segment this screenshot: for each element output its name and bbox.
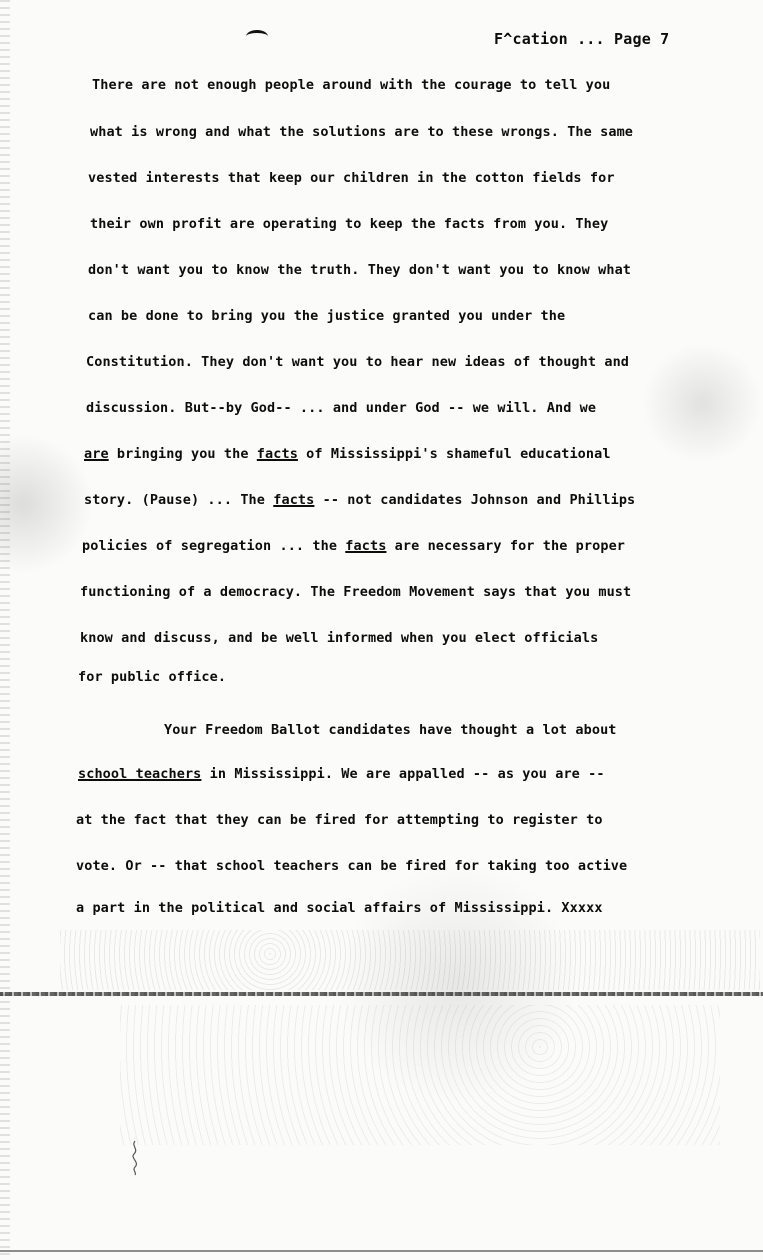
text-line xyxy=(88,262,631,278)
scan-noise-lower xyxy=(120,1005,720,1145)
text-line xyxy=(84,446,611,462)
text-segment: at the fact that they can be fired for attempting to register to xyxy=(76,812,603,828)
text-segment: their own profit are operating to keep the facts from you. They xyxy=(90,216,609,232)
scan-edge xyxy=(0,0,10,1260)
page-header: F^cation ... Page 7 xyxy=(494,30,670,48)
text-segment: bringing you the xyxy=(108,446,257,462)
fold-line xyxy=(0,992,763,996)
text-line xyxy=(76,858,627,874)
text-line xyxy=(78,669,226,685)
text-segment: for public office. xyxy=(78,669,227,685)
text-line xyxy=(90,124,633,140)
text-segment: of Mississippi's shameful educational xyxy=(297,446,611,462)
underlined-text: are xyxy=(84,446,109,462)
scan-noise xyxy=(60,930,760,990)
text-line xyxy=(80,630,598,646)
underlined-text: school teachers xyxy=(78,766,202,782)
text-line xyxy=(82,538,625,554)
text-segment: discussion. But--by God-- ... and under God -- we will. And we xyxy=(86,400,597,416)
text-segment: functioning of a democracy. The Freedom Movement says that you must xyxy=(80,584,632,600)
text-line xyxy=(84,492,635,508)
text-segment: Your Freedom Ballot candidates have thought a lot about xyxy=(164,722,617,738)
ink-smudge xyxy=(246,30,268,43)
text-segment: There are not enough people around with the courage to tell you xyxy=(92,77,611,93)
text-segment: can be done to bring you the justice granted you under the xyxy=(88,308,566,324)
text-segment: don't want you to know the truth. They don't want you to know what xyxy=(88,262,632,278)
text-line xyxy=(76,900,603,916)
text-segment: what is wrong and what the solutions are to these wrongs. The same xyxy=(90,124,634,140)
text-segment: vested interests that keep our children in the cotton fields for xyxy=(88,170,615,186)
text-line xyxy=(78,766,605,782)
text-segment: Constitution. They don't want you to hear new ideas of thought and xyxy=(86,354,630,370)
page-bottom-edge xyxy=(0,1250,763,1252)
text-segment: story. (Pause) ... The xyxy=(84,492,274,508)
text-line xyxy=(88,170,615,186)
text-segment: a part in the political and social affairs of Mississippi. Xxxxx xyxy=(76,900,603,916)
text-line xyxy=(164,722,617,738)
text-line xyxy=(92,77,610,93)
text-line xyxy=(80,584,631,600)
text-segment: know and discuss, and be well informed when you elect officials xyxy=(80,630,599,646)
text-line xyxy=(86,354,629,370)
text-segment: policies of segregation ... the xyxy=(82,538,346,554)
text-line xyxy=(90,216,608,232)
text-segment: are necessary for the proper xyxy=(386,538,626,554)
pencil-mark xyxy=(128,1140,142,1176)
underlined-text: facts xyxy=(345,538,387,554)
text-segment: vote. Or -- that school teachers can be fired for taking too active xyxy=(76,858,628,874)
underlined-text: facts xyxy=(273,492,315,508)
text-segment: -- not candidates Johnson and Phillips xyxy=(314,492,636,508)
text-line xyxy=(76,812,603,828)
underlined-text: facts xyxy=(256,446,298,462)
text-segment: in Mississippi. We are appalled -- as you are -- xyxy=(201,766,605,782)
text-line xyxy=(88,308,565,324)
text-line xyxy=(86,400,596,416)
